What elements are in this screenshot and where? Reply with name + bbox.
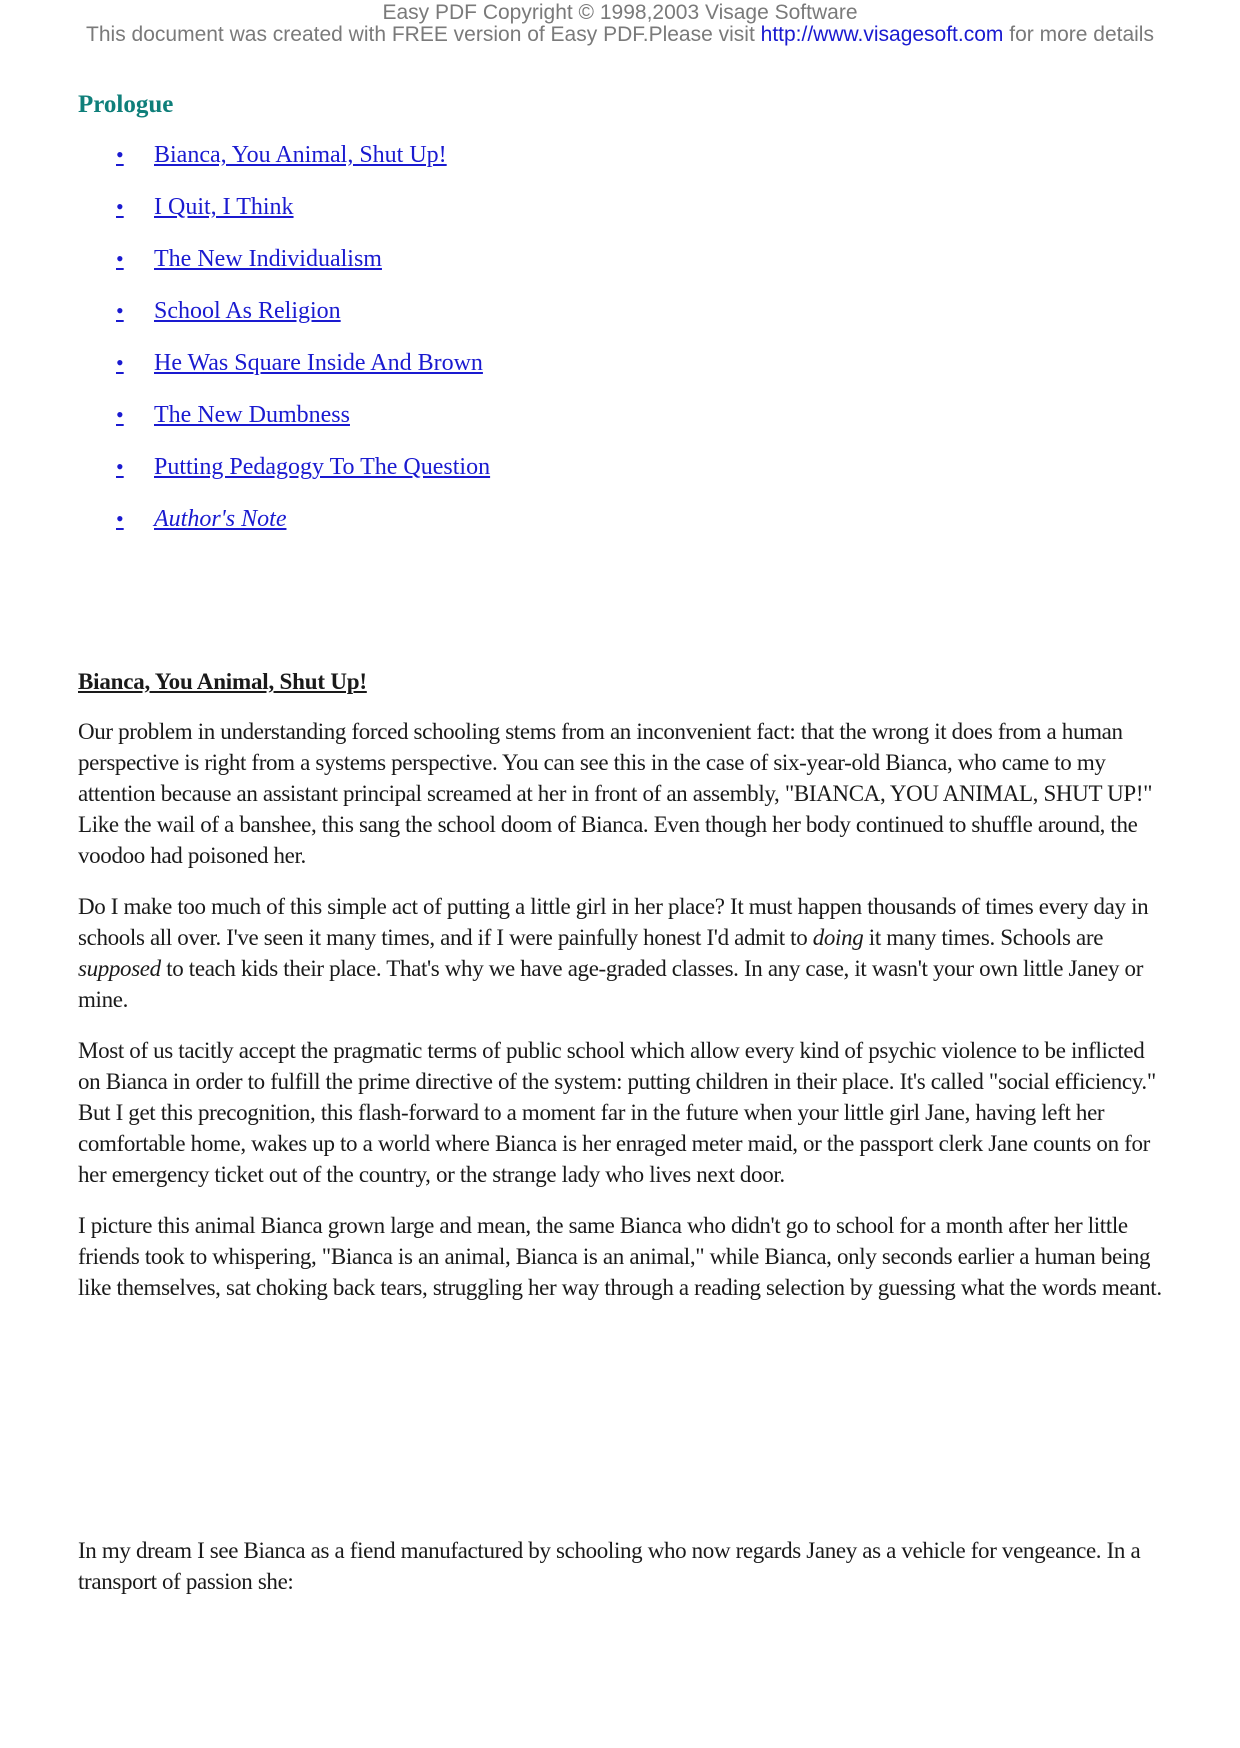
toc-item xyxy=(116,296,1168,326)
toc-link-bianca[interactable]: Bianca, You Animal, Shut Up! xyxy=(154,142,447,168)
banner-notice xyxy=(0,24,1240,46)
prologue-heading: Prologue xyxy=(78,91,174,118)
emphasis-text: doing xyxy=(812,925,864,950)
section-heading: Bianca, You Animal, Shut Up! xyxy=(78,669,367,694)
toc-item xyxy=(116,400,1168,430)
pdf-watermark-banner xyxy=(0,0,1240,46)
bullet-icon: • xyxy=(116,506,124,531)
toc-link-pedagogy[interactable]: Putting Pedagogy To The Question xyxy=(154,454,491,480)
paragraph-text: it many times. Schools are xyxy=(863,925,1104,950)
emphasis-text: supposed xyxy=(78,956,161,981)
toc-item xyxy=(116,140,1168,170)
visagesoft-link[interactable]: http://www.visagesoft.com xyxy=(760,23,1004,46)
bullet-icon: • xyxy=(116,350,124,375)
toc-link-i-quit[interactable]: I Quit, I Think xyxy=(154,194,294,220)
toc-link-school-as-religion[interactable]: School As Religion xyxy=(154,298,341,324)
bullet-icon: • xyxy=(116,402,124,427)
banner-notice-suffix: for more details xyxy=(1003,23,1154,46)
bullet-icon: • xyxy=(116,142,124,167)
toc-item xyxy=(116,244,1168,274)
toc-link-new-individualism[interactable]: The New Individualism xyxy=(154,246,382,272)
paragraph-text: Do I make too much of this simple act of putting a little girl in her place? It must happen thousands of times every day in schools all over. I've seen it many times, and if I were painfully honest I'd admit to xyxy=(78,894,1149,950)
paragraph: In my dream I see Bianca as a fiend manufactured by schooling who now regards Janey as a vehicle for vengeance. In a transport of passion she: xyxy=(78,1538,1141,1594)
bullet-icon: • xyxy=(116,194,124,219)
toc-item xyxy=(116,192,1168,222)
table-of-contents xyxy=(78,140,1168,534)
paragraph-text: to teach kids their place. That's why we have age-graded classes. In any case, it wasn't your own little Janey or mine. xyxy=(78,956,1143,1012)
paragraph: Most of us tacitly accept the pragmatic terms of public school which allow every kind of psychic violence to be inflicted on Bianca in order to fulfill the prime directive of the system: putting children in their place. It's called "social efficiency." But I get this precognition, this flash-forward to a moment far in the future when your little girl Jane, having left her comfortable home, wakes up to a world where Bianca is her enraged meter maid, or the passport clerk Jane counts on for her emergency ticket out of the country, or the strange lady who lives next door. xyxy=(78,1038,1156,1187)
toc-item xyxy=(116,348,1168,378)
banner-notice-text: This document was created with FREE version of Easy PDF.Please visit xyxy=(86,23,761,46)
banner-copyright: Easy PDF Copyright © 1998,2003 Visage Software xyxy=(382,1,858,24)
paragraph: I picture this animal Bianca grown large and mean, the same Bianca who didn't go to school for a month after her little friends took to whispering, "Bianca is an animal, Bianca is an animal," while Bianca, only seconds earlier a human being like themselves, sat choking back tears, struggling her way through a reading selection by guessing what the words meant. xyxy=(78,1213,1162,1300)
toc-link-square-inside[interactable]: He Was Square Inside And Brown xyxy=(154,350,483,376)
toc-link-authors-note[interactable]: Author's Note xyxy=(154,506,287,532)
toc-item xyxy=(116,452,1168,482)
document-body xyxy=(78,84,1168,1597)
paragraph: Our problem in understanding forced schooling stems from an inconvenient fact: that the wrong it does from a human perspective is right from a systems perspective. You can see this in the case of six-year-old Bianca, who came to my attention because an assistant principal screamed at her in front of an assembly, "BIANCA, YOU ANIMAL, SHUT UP!" Like the wail of a banshee, this sang the school doom of Bianca. Even though her body continued to shuffle around, the voodoo had poisoned her. xyxy=(78,719,1153,868)
toc-link-new-dumbness[interactable]: The New Dumbness xyxy=(154,402,350,428)
bullet-icon: • xyxy=(116,246,124,271)
paragraph xyxy=(78,891,1168,1015)
bullet-icon: • xyxy=(116,454,124,479)
toc-item xyxy=(116,504,1168,534)
bullet-icon: • xyxy=(116,298,124,323)
